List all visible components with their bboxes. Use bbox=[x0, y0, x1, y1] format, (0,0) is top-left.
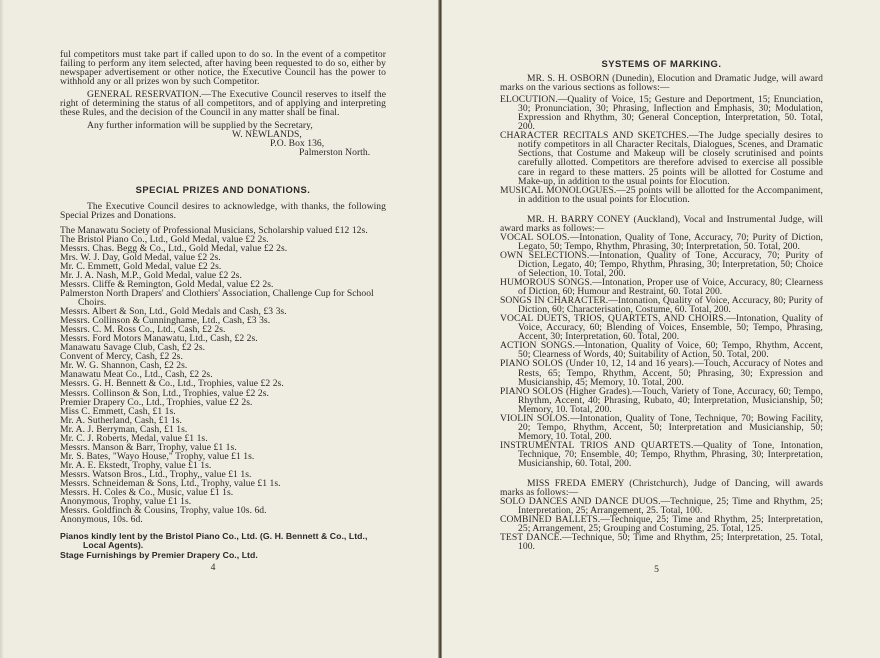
prize-item: Convent of Mercy, Cash, £2 2s. bbox=[60, 351, 183, 363]
judge-intro: MR. S. H. OSBORN (Dunedin), Elocution and Dramatic Judge, will award marks on the various sections as follows:— bbox=[500, 73, 823, 94]
prize-item: Messrs. C. M. Ross Co., Ltd., Cash, £2 2s. bbox=[60, 324, 226, 336]
prize-item: Messrs. Watson Bros., Ltd., Trophy,, value £1 1s. bbox=[60, 468, 252, 480]
marking-section: SOLO DANCES AND DANCE DUOS.—Technique, 25; Time and Rhythm, 25; Interpretation, 25; Arrangement, 25. Total, 100. bbox=[500, 496, 823, 517]
marking-section: HUMOROUS SONGS.—Intonation, Proper use of Voice, Accuracy, 80; Clearness of Diction, 60; Humour and Restraint, 60. Total 200. bbox=[500, 277, 823, 298]
marking-section: PIANO SOLOS (Higher Grades).—Touch, Variety of Tone, Accuracy, 60; Tempo, Rhythm, Accent, 40; Phrasing, Rubato, 40; Interpretation, Musicianship, 50; Memory, 10. Total, 200. bbox=[500, 385, 823, 415]
prize-item: Messrs. Collinson & Cunninghame, Ltd., Cash, £3 3s. bbox=[60, 315, 271, 327]
marking-section: ACTION SONGS.—Intonation, Quality of Voice, 60; Tempo, Rhythm, Accent, 50; Clearness of Words, 40; Suitability of Action, 50. Total, 200. bbox=[500, 340, 823, 361]
judge-intro: MISS FREDA EMERY (Christchurch), Judge of Dancing, will awards marks as follows:— bbox=[500, 478, 823, 499]
prizes-heading: SPECIAL PRIZES AND DONATIONS. bbox=[135, 183, 311, 195]
judge-intro: MR. H. BARRY CONEY (Auckland), Vocal and Instrumental Judge, will award marks as follows:— bbox=[500, 213, 823, 234]
marking-section: COMBINED BALLETS.—Technique, 25; Time and Rhythm, 25; Interpretation, 25; Arrangement, 25; Grouping and Costuming, 25. Total, 125. bbox=[500, 514, 823, 535]
prize-item: Messrs. Chas. Begg & Co., Ltd., Gold Medal, value £2 2s. bbox=[60, 242, 288, 254]
right-page-content bbox=[500, 59, 823, 574]
prize-item: Mr. A. Sutherland, Cash, £1 1s. bbox=[60, 414, 183, 426]
prize-item: Messrs. Goldfinch & Cousins, Trophy, value 10s. 6d. bbox=[60, 505, 267, 517]
marking-section: OWN SELECTIONS.—Intonation, Quality of Tone, Accuracy, 70; Purity of Diction, Legato, 40; Tempo, Rhythm, Phrasing, 30; Interpretation, 50; Choice of Selection, 10. Total, 200. bbox=[500, 249, 823, 279]
marking-section: VOCAL SOLOS.—Intonation, Quality of Tone, Accuracy, 70; Purity of Diction, Legato, 50; Tempo, Rhythm, Phrasing, 30; Interpretation, 50. Total, 200. bbox=[500, 231, 823, 252]
prize-item: Premier Drapery Co., Ltd., Trophies, value £2 2s. bbox=[60, 396, 253, 408]
prizes-intro: The Executive Council desires to acknowledge, with thanks, the following Special Prizes and Donations. bbox=[60, 200, 386, 221]
further-info-line: Any further information will be supplied by the Secretary, bbox=[87, 120, 313, 132]
page-number: 5 bbox=[654, 564, 659, 576]
judge-sections bbox=[500, 233, 823, 468]
page-edge bbox=[0, 0, 4, 658]
prize-item: Messrs. Ford Motors Manawatu, Ltd., Cash, £2 2s. bbox=[60, 333, 258, 345]
prize-item: Messrs. Cliffe & Remington, Gold Medal, value £2 2s. bbox=[60, 278, 274, 290]
page-number: 4 bbox=[210, 561, 216, 573]
judge-sections bbox=[500, 95, 823, 204]
prize-item: Mr. S. Bates, "Wayo House," Trophy, value £1 1s. bbox=[60, 450, 255, 462]
prize-item: Anonymous, Trophy, value £1 1s. bbox=[60, 496, 192, 508]
notes bbox=[60, 532, 386, 560]
prize-item: The Bristol Piano Co., Ltd., Gold Medal, value £2 2s. bbox=[60, 233, 269, 245]
prize-item: Mr. A. J. Berryman, Cash, £1 1s. bbox=[60, 423, 188, 435]
prize-item: Messrs. H. Coles & Co., Music, value £1 1s. bbox=[60, 487, 234, 499]
prize-item: Miss C. Emmett, Cash, £1 1s. bbox=[60, 405, 176, 417]
prize-item: Messrs. Albert & Son, Ltd., Gold Medals and Cash, £3 3s. bbox=[60, 306, 287, 318]
left-page-content bbox=[60, 50, 386, 572]
secretary-name: W. NEWLANDS, bbox=[232, 129, 302, 141]
pianos-note: Pianos kindly lent by the Bristol Piano Co., Ltd. (G. H. Bennett & Co., Ltd., Local Agents). bbox=[60, 531, 368, 551]
stage-note: Stage Furnishings by Premier Drapery Co., Ltd. bbox=[60, 549, 258, 560]
secretary-po-box: P.O. Box 136, bbox=[270, 138, 325, 150]
marking-section: MUSICAL MONOLOGUES.—25 points will be allotted for the Accompaniment, in addition to the usual points for Elocution. bbox=[500, 184, 823, 205]
prize-item: Messrs. Collinson & Son, Ltd., Trophies, value £2 2s. bbox=[60, 387, 269, 399]
prize-item: Mr. W. G. Shannon, Cash, £2 2s. bbox=[60, 360, 188, 372]
prize-item: Palmerston North Drapers' and Clothiers' Association, Challenge Cup for School Choirs. bbox=[60, 287, 374, 309]
marking-section: SONGS IN CHARACTER.—Intonation, Quality of Voice, Accuracy, 80; Purity of Diction, 60; Characterisation, Costume, 60. Total, 200. bbox=[500, 295, 823, 316]
prize-item: Manawatu Meat Co., Ltd., Cash, £2 2s. bbox=[60, 369, 213, 381]
marking-heading: SYSTEMS OF MARKING. bbox=[601, 58, 722, 69]
secretary-signature bbox=[60, 130, 386, 157]
prizes-list bbox=[60, 226, 386, 525]
prize-item: Mr. C. J. Roberts, Medal, value £1 1s. bbox=[60, 432, 208, 444]
prize-item: Mrs. W. J. Day, Gold Medal, value £2 2s. bbox=[60, 251, 221, 263]
marking-section: ELOCUTION.—Quality of Voice, 15; Gesture and Deportment, 15; Enunciation, 30; Pronunciation, 30; Phrasing, Inflection and Emphasis, 30; Modulation, Expression and Rhythm, 30; General Conception, Interpretation, 50. Total, 200. bbox=[500, 94, 823, 133]
marking-section: PIANO SOLOS (Under 10, 12, 14 and 16 years).—Touch, Accuracy of Notes and Rests, 65; Tempo, Rhythm, Accent, 50; Phrasing, 30; Expression and Musicianship, 45; Memory, 10. Total, 200. bbox=[500, 358, 823, 388]
prize-item: Mr. J. A. Nash, M.P., Gold Medal, value £2 2s. bbox=[60, 269, 242, 281]
prize-item: Anonymous, 10s. 6d. bbox=[60, 514, 143, 526]
prize-item: Messrs. G. H. Bennett & Co., Ltd., Trophies, value £2 2s. bbox=[60, 378, 284, 390]
book-gutter bbox=[438, 0, 442, 658]
prize-item: Messrs. Schneideman & Sons, Ltd., Trophy, value £1 1s. bbox=[60, 477, 281, 489]
marking-section: VIOLIN SOLOS.—Intonation, Quality of Tone, Technique, 70; Bowing Facility, 20; Tempo, Rhythm, Accent, 50; Interpretation and Musicianship, 50; Memory, 10. Total, 200. bbox=[500, 412, 823, 442]
prize-item: Messrs. Manson & Barr, Trophy, value £1 1s. bbox=[60, 441, 237, 453]
judge-sections bbox=[500, 497, 823, 551]
marking-section: INSTRUMENTAL TRIOS AND QUARTETS.—Quality of Tone, Intonation, Technique, 70; Ensemble, 40; Tempo, Rhythm, Phrasing, 30; Interpretation, Musicianship, 60. Total, 200. bbox=[500, 439, 823, 469]
prize-item: Mr. A. E. Ekstedt, Trophy, value £1 1s. bbox=[60, 459, 212, 471]
marking-section: VOCAL DUETS, TRIOS, QUARTETS, AND CHOIRS.—Intonation, Quality of Voice, Accuracy, 60; Blending of Voices, Ensemble, 50; Tempo, Phrasing, Accent, 30; Interpretation, 60. Total, 200. bbox=[500, 313, 823, 343]
rules-paragraph-continued: ful competitors must take part if called upon to do so. In the event of a competitor failing to perform any item selected, after having been requested to do so, either by newspaper advertisement or other notice, the Executive Council has the power to withhold any or all prizes won by such Competitor. bbox=[60, 49, 386, 88]
prize-item: Mr. C. Emmett, Gold Medal, value £2 2s. bbox=[60, 260, 222, 272]
marking-section: TEST DANCE.—Technique, 50; Time and Rhythm, 25; Interpretation, 25. Total, 100. bbox=[500, 532, 823, 553]
general-reservation-paragraph: GENERAL RESERVATION.—The Executive Council reserves to itself the right of determining the status of all competitors, and of applying and interpreting these Rules, and the decision of the Council in any matter shall be final. bbox=[60, 89, 386, 119]
marking-section: CHARACTER RECITALS AND SKETCHES.—The Judge specially desires to notify competitors in all Character Recitals, Dialogues, Scenes, and Dramatic Sections, that Costume and Makeup will be closely scrutinised and points carefully allotted. Competitors are therefore advised to exercise all possible care in regard to these matters. 25 points will be allotted for Costume and Make-up, in addition to the usual points for Elocution. bbox=[500, 130, 823, 187]
prize-item: Manawatu Savage Club, Cash, £2 2s. bbox=[60, 342, 206, 354]
secretary-city: Palmerston North. bbox=[299, 147, 371, 159]
prize-item: The Manawatu Society of Professional Musicians, Scholarship valued £12 12s. bbox=[60, 224, 368, 236]
